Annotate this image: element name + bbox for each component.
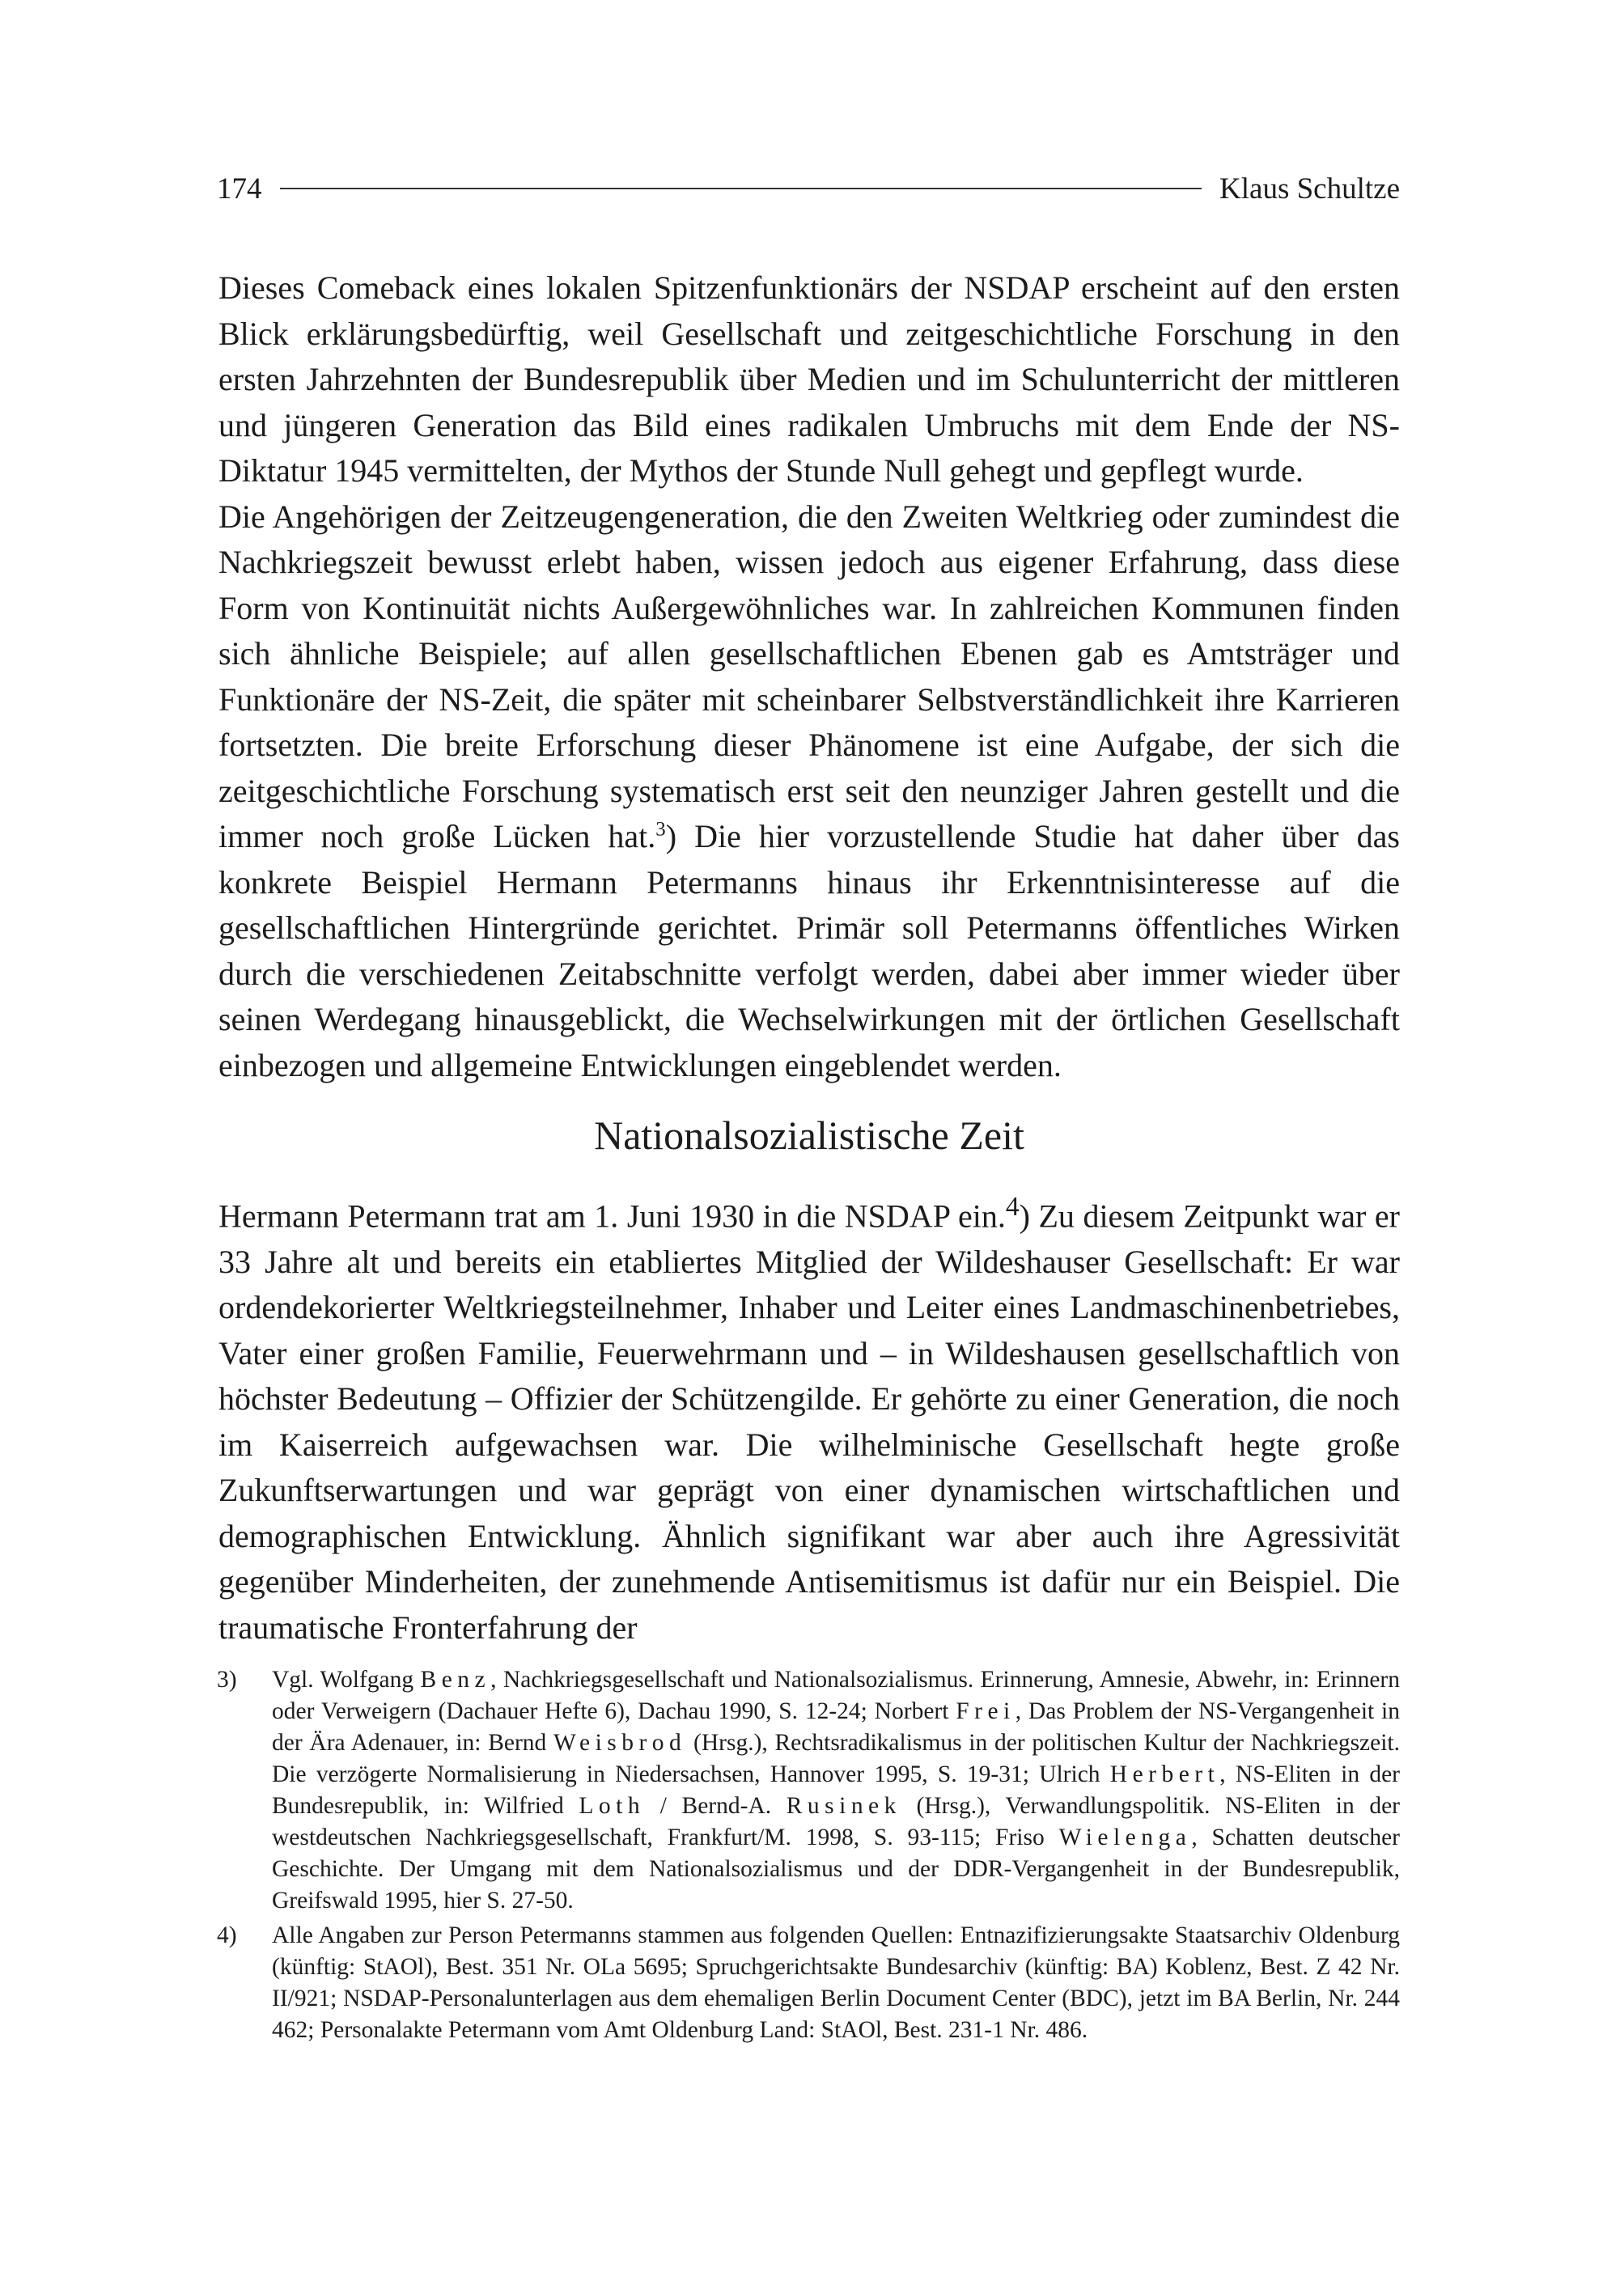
paragraph: Dieses Comeback eines lokalen Spitzenfunktionärs der NSDAP erscheint auf den ersten Blick erklärungsbedürftig, weil Gesellschaft und zeitgeschichtliche Forschung in den ersten Jahrzehnten der Bundesrepublik über Medien und im Schulunterricht der mittleren und jüngeren Generation das Bild eines radikalen Umbruchs mit dem Ende der NS-Diktatur 1945 vermittelten, der Mythos der Stunde Null gehegt und gepflegt wurde.	[218, 269, 1400, 489]
author-name: Rusinek	[786, 1793, 901, 1819]
footnote-text-segment: Vgl. Wolfgang	[272, 1667, 421, 1693]
author-name: Wielenga	[1058, 1825, 1192, 1850]
section-text	[218, 1185, 1400, 1651]
header-rule	[280, 188, 1202, 189]
footnote-text-segment: Alle Angaben zur Person Petermanns stammen aus folgenden Quellen: Entnazifizierungsakte Staatsarchiv Oldenburg (künftig: StAOl), Best. 351 Nr. OLa 5695; Spruchgerichtsakte Bundesarchiv (künftig: BA) Koblenz, Best. Z 42 Nr. II/921; NSDAP-Personalunterlagen aus dem ehemaligen Berlin Document Center (BDC), jetzt im BA Berlin, Nr. 244 462; Personalakte Petermann vom Amt Oldenburg Land: StAOl, Best. 231-1 Nr. 486.	[272, 1922, 1400, 2043]
footnotes	[217, 1664, 1400, 2049]
footnote-number: 3)	[217, 1667, 237, 1693]
footnote-text-segment: , Das Problem der NS-Vergangenheit in der Ära Adenauer, in: Bernd	[272, 1698, 1400, 1756]
footnote-reference: 3	[655, 818, 666, 841]
footnote-text-segment: (Hrsg.), Rechtsradikalismus in der politischen Kultur der Nachkriegszeit. Die verzögerte Normalisierung in Niedersachsen, Hannover 1995, S. 19-31; Ulrich	[272, 1730, 1400, 1787]
paragraph-text: Hermann Petermann trat am 1. Juni 1930 in die NSDAP ein.	[218, 1197, 1006, 1235]
paragraph	[218, 1185, 1400, 1651]
author-name: Herbert	[1109, 1761, 1220, 1787]
footnote-text-segment: (Hrsg.), Verwandlungspolitik. NS-Eliten in der westdeutschen Nachkriegsgesellschaft, Frankfurt/M. 1998, S. 93-115; Friso	[272, 1793, 1400, 1850]
paragraph	[218, 494, 1400, 1089]
running-header	[217, 166, 1400, 211]
author-name: Frei	[956, 1698, 1016, 1724]
footnote	[217, 1920, 1400, 2046]
paragraph-text: ) Zu diesem Zeitpunkt war er 33 Jahre alt und bereits ein etabliertes Mitglied der Wildeshauser Gesellschaft: Er war ordendekorierter Weltkriegsteilnehmer, Inhaber und Leiter eines Landmaschinenbetriebes, Vater einer großen Familie, Feuerwehrmann und – in Wildeshausen gesellschaftlich von höchster Bedeutung – Offizier der Schützengilde. Er gehörte zu einer Generation, die noch im Kaiserreich aufgewachsen war. Die wilhelminische Gesellschaft hegte große Zukunftserwartungen und war geprägt von einer dynamischen wirtschaftlichen und demographischen Entwicklung. Ähnlich signifikant war aber auch ihre Agressivität gegenüber Minderheiten, der zunehmende Antisemitismus ist dafür nur ein Beispiel. Die traumatische Fronterfahrung der	[218, 1197, 1400, 1646]
footnote-number: 4)	[217, 1922, 237, 1948]
footnote-text	[272, 1664, 1400, 1917]
running-head-author: Klaus Schultze	[1219, 172, 1400, 206]
intro-text	[218, 265, 1400, 1088]
footnote-reference: 4	[1005, 1192, 1020, 1222]
footnote-text-segment: , NS-Eliten in der Bundesrepublik, in: Wilfried	[272, 1761, 1400, 1819]
page-number: 174	[217, 172, 262, 206]
section-heading: Nationalsozialistische Zeit	[594, 1113, 1024, 1158]
author-name: Benz	[420, 1667, 491, 1693]
paragraph-text: ) Die hier vorzustellende Studie hat daher über das konkrete Beispiel Hermann Petermanns hinaus ihr Erkenntnisinteresse auf die gesellschaftlichen Hintergründe gerichtet. Primär soll Petermanns öffentliches Wirken durch die verschiedenen Zeitabschnitte verfolgt werden, dabei aber immer wieder über seinen Werdegang hinausgeblickt, die Wechselwirkungen mit der örtlichen Gesellschaft einbezogen und allgemeine Entwicklungen eingeblendet werden.	[218, 818, 1400, 1083]
footnote-text-segment: , Nachkriegsgesellschaft und Nationalsozialismus. Erinnerung, Amnesie, Abwehr, in: Erinnern oder Verweigern (Dachauer Hefte 6), Dachau 1990, S. 12-24; Norbert	[272, 1667, 1400, 1724]
footnote-text-segment: , Schatten deutscher Geschichte. Der Umgang mit dem Nationalsozialismus und der DDR-Vergangenheit in der Bundesrepublik, Greifswald 1995, hier S. 27-50.	[272, 1825, 1400, 1914]
footnote	[217, 1664, 1400, 1917]
footnote-text	[272, 1920, 1400, 2046]
author-name: Loth	[579, 1793, 646, 1819]
footnote-text-segment: / Bernd-A.	[645, 1793, 787, 1819]
paragraph-text: Die Angehörigen der Zeitzeugengeneration, die den Zweiten Weltkrieg oder zumindest die Nachkriegszeit bewusst erlebt haben, wissen jedoch aus eigener Erfahrung, dass diese Form von Kontinuität nichts Außergewöhnliches war. In zahlreichen Kommunen finden sich ähnliche Beispiele; auf allen gesellschaftlichen Ebenen gab es Amtsträger und Funktionäre der NS-Zeit, die später mit scheinbarer Selbstverständlichkeit ihre Karrieren fortsetzten. Die breite Erforschung dieser Phänomene ist eine Aufgabe, der sich die zeitgeschichtliche Forschung systematisch erst seit den neunziger Jahren gestellt und die immer noch große Lücken hat.	[218, 498, 1400, 854]
author-name: Weisbrod	[553, 1730, 687, 1756]
